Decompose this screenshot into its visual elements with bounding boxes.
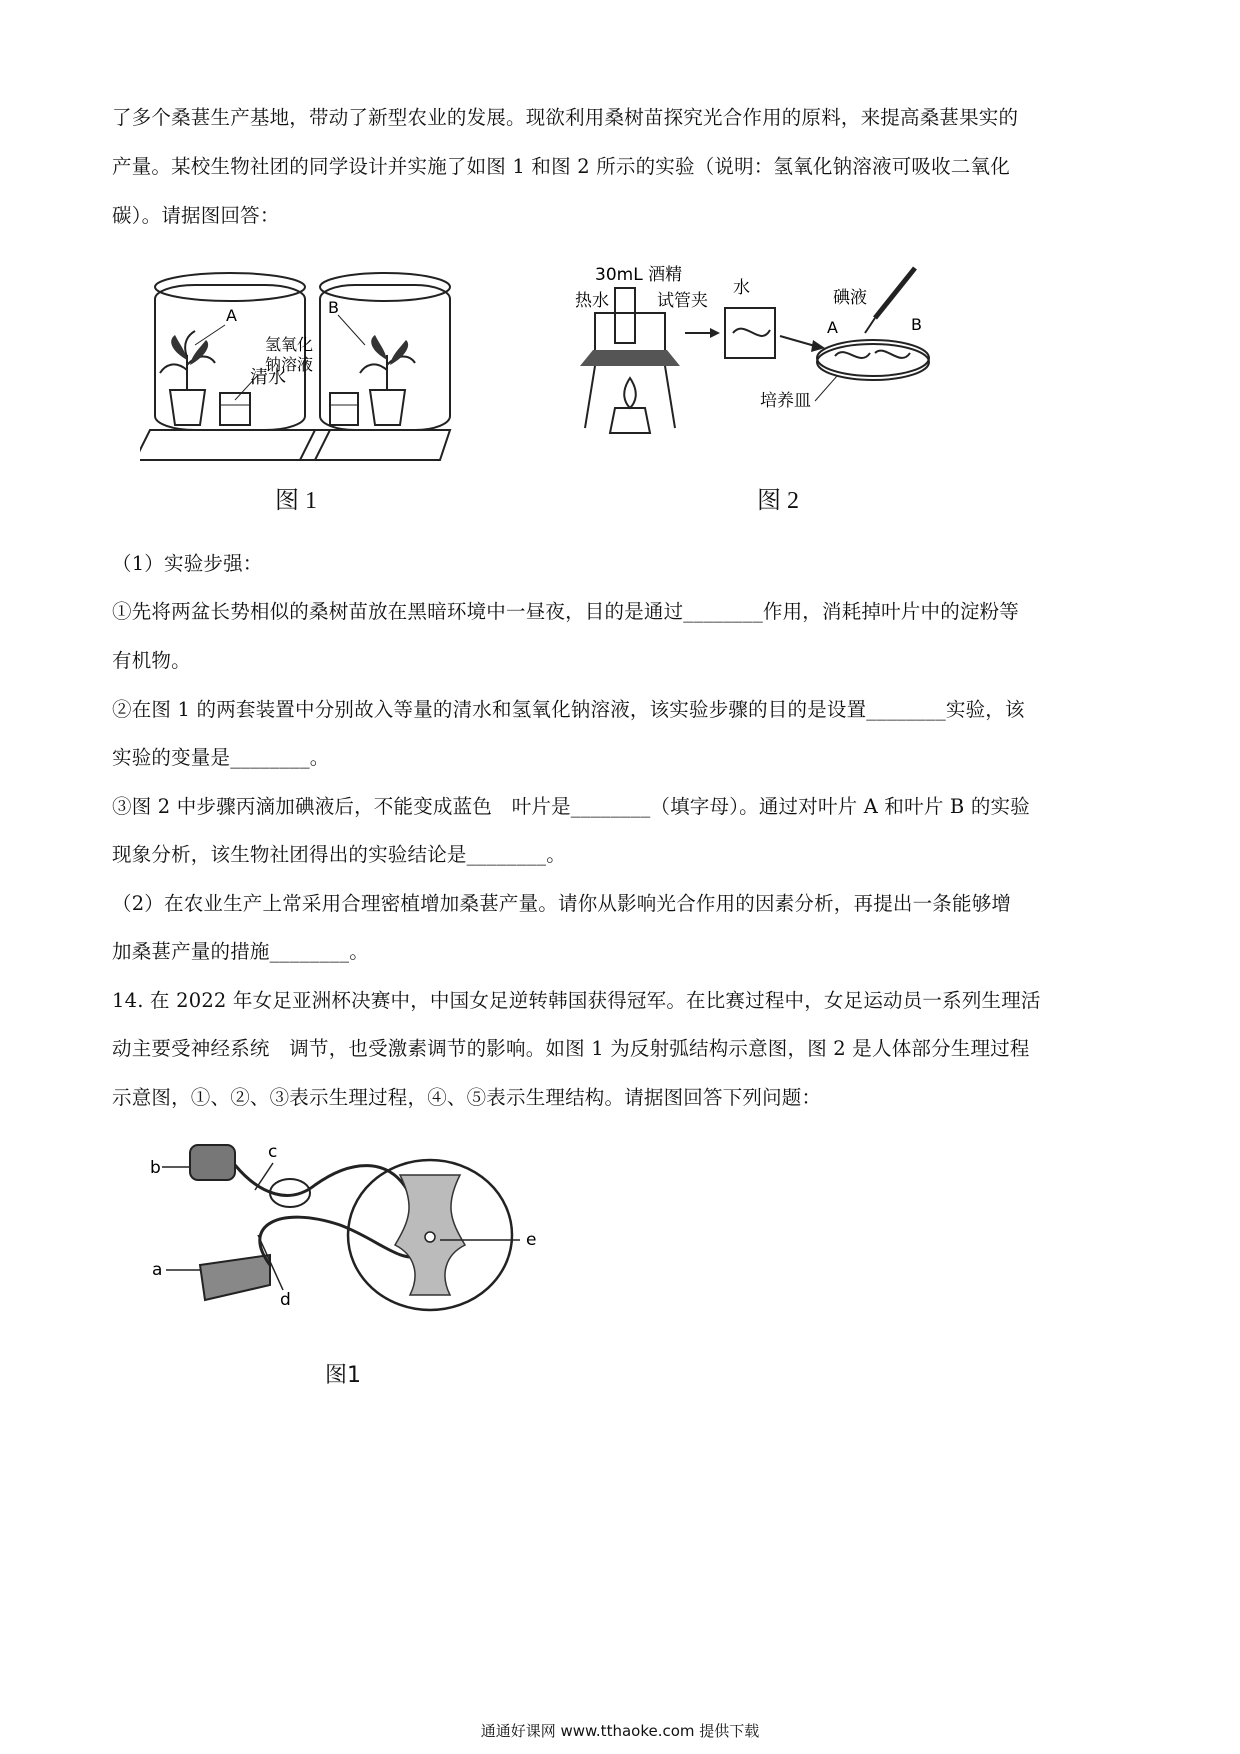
step-1-line-2: 有机物。 bbox=[112, 649, 191, 672]
fig2-water-label: 水 bbox=[733, 278, 750, 298]
text-line-3: 碳）。请据图回答： bbox=[112, 204, 280, 227]
fig2-label-b: B bbox=[911, 315, 922, 334]
text-line-1: 了多个桑葚生产基地，带动了新型农业的发展。现欲利用桑树苗探究光合作用的原料，来提高桑葚果实的 bbox=[112, 106, 1019, 129]
fig3-label-d: d bbox=[280, 1290, 291, 1310]
fig2-label-a: A bbox=[827, 318, 838, 337]
fig2-hot-water-label: 热水 bbox=[575, 291, 609, 311]
step-2-line-1: ②在图 1 的两套装置中分别故入等量的清水和氢氧化钠溶液，该实验步骤的目的是设置________实验，该 bbox=[112, 698, 1025, 721]
fig1-label-b: B bbox=[328, 298, 339, 317]
fig3-label-b: b bbox=[150, 1158, 161, 1178]
fig1-naoh-label-2: 钠溶液 bbox=[265, 355, 314, 374]
figure-reflex-arc bbox=[140, 1135, 560, 1320]
fig1-water-label: 清水 bbox=[250, 367, 286, 388]
fig3-label-e: e bbox=[526, 1230, 537, 1250]
figure-2-caption: 图 2 bbox=[757, 488, 799, 514]
part-2-line-2: 加桑葚产量的措施________。 bbox=[112, 940, 369, 963]
question-14-line-1: 14. 在 2022 年女足亚洲杯决赛中，中国女足逆转韩国获得冠军。在比赛过程中，女足运动员一系列生理活 bbox=[112, 989, 1041, 1012]
question-14-line-2: 动主要受神经系统 调节，也受激素调节的影响。如图 1 为反射弧结构示意图，图 2 是人体部分生理过程 bbox=[112, 1037, 1030, 1060]
fig2-alcohol-label: 30mL 酒精 bbox=[595, 265, 683, 285]
step-3-line-1: ③图 2 中步骤丙滴加碘液后，不能变成蓝色 叶片是________（填字母）。通过对叶片 A 和叶片 B 的实验 bbox=[112, 795, 1030, 818]
text-line-2: 产量。某校生物社团的同学设计并实施了如图 1 和图 2 所示的实验（说明：氢氧化钠溶液可吸收二氧化 bbox=[112, 155, 1010, 178]
figure-2-leaf-test bbox=[575, 258, 935, 478]
fig2-clamp-label: 试管夹 bbox=[657, 291, 708, 311]
page-footer: 通通好课网 www.tthaoke.com 提供下载 bbox=[480, 1722, 760, 1740]
step-2-line-2: 实验的变量是________。 bbox=[112, 746, 330, 769]
fig3-label-a: a bbox=[152, 1260, 163, 1280]
fig3-label-c: c bbox=[268, 1142, 278, 1162]
question-14-line-3: 示意图，①、②、③表示生理过程，④、⑤表示生理结构。请据图回答下列问题： bbox=[112, 1086, 822, 1109]
step-3-line-2: 现象分析，该生物社团得出的实验结论是________。 bbox=[112, 843, 566, 866]
fig1-label-a: A bbox=[226, 306, 237, 325]
fig2-dish-label: 培养皿 bbox=[760, 391, 811, 411]
part-2-line-1: （2）在农业生产上常采用合理密植增加桑葚产量。请你从影响光合作用的因素分析，再提出一条能够增 bbox=[112, 892, 1012, 915]
fig1-naoh-label-1: 氢氧化 bbox=[265, 335, 314, 354]
figure-1-bell-jars bbox=[140, 265, 460, 480]
step-heading: （1）实验步强： bbox=[112, 552, 263, 575]
step-1-line-1: ①先将两盆长势相似的桑树苗放在黑暗环境中一昼夜，目的是通过________作用，消耗掉叶片中的淀粉等 bbox=[112, 600, 1020, 623]
fig2-iodine-label: 碘液 bbox=[833, 288, 867, 308]
figure-1-caption: 图 1 bbox=[275, 488, 317, 514]
figure-reflex-caption: 图1 bbox=[325, 1363, 361, 1388]
